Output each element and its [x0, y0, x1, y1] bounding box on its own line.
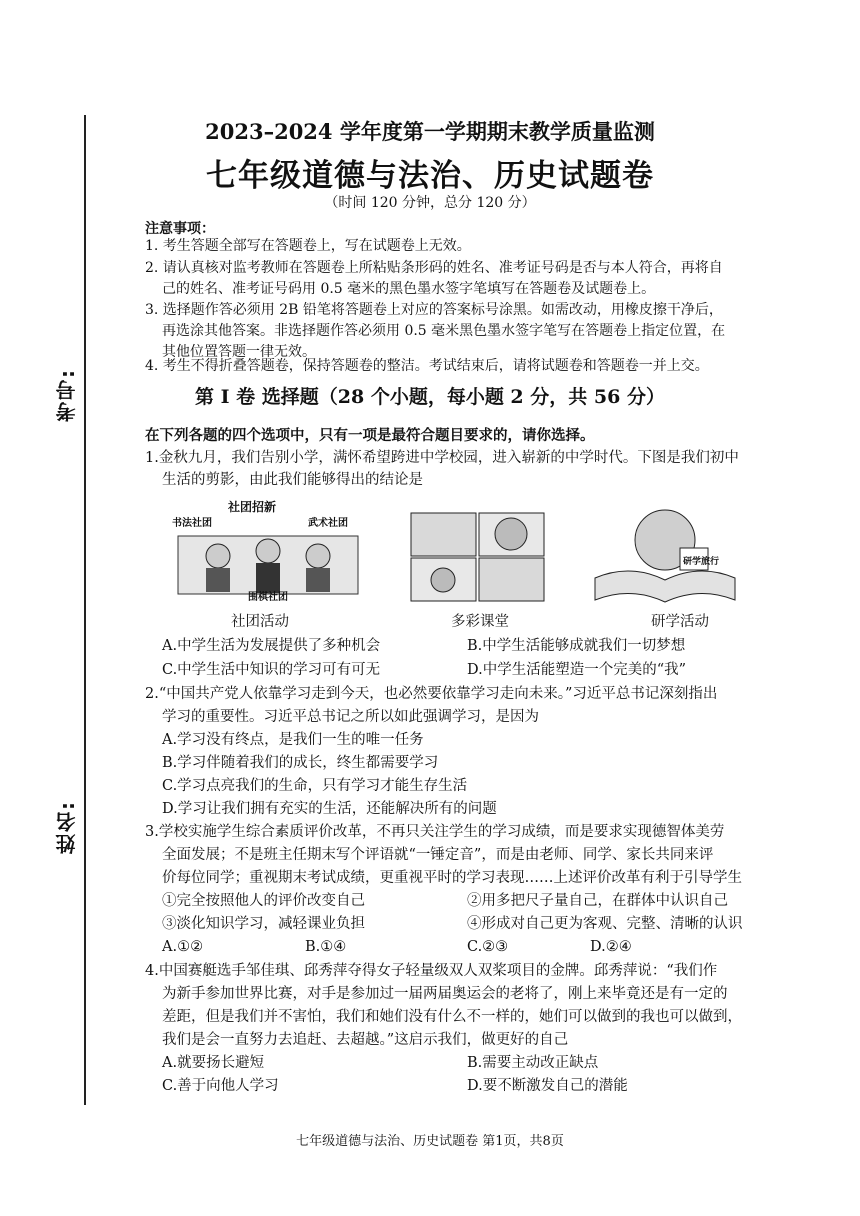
q4-option-a: A.就要扬长避短 [162, 1055, 265, 1071]
note-line: 己的姓名、准考证号码用 0.5 毫米的黑色墨水签字笔填写在答题卷及试题卷上。 [162, 281, 656, 297]
study-tour-label: 研学旅行 [683, 557, 720, 567]
q3-option-d: D.②④ [590, 939, 632, 955]
q2-option-d: D.学习让我们拥有充实的生活，还能解决所有的问题 [162, 801, 497, 817]
q3-option-b: B.①④ [305, 939, 347, 955]
paper-title: 七年级道德与法治、历史试题卷 [206, 158, 654, 194]
question-3-line: 3.学校实施学生综合素质评价改革，不再只关注学生的学习成绩，而是要求实现德智体美劳 [145, 824, 725, 840]
question-2-line: 学习的重要性。习近平总书记之所以如此强调学习，是因为 [162, 709, 539, 725]
note-line: 1. 考生答题全部写在答题卷上，写在试题卷上无效。 [145, 238, 471, 254]
note-line: 4. 考生不得折叠答题卷，保持答题卷的整洁。考试结束后，请将试题卷和答题卷一并上交。 [145, 358, 709, 374]
binding-line [84, 115, 86, 1105]
question-3-line: 全面发展；不是班主任期末写个评语就“一锤定音”，而是由老师、同学、家长共同来评 [162, 847, 714, 863]
question-4-line: 4.中国赛艇选手邹佳琪、邱秀萍夺得女子轻量级双人双桨项目的金牌。邱秀萍说：“我们作 [145, 963, 718, 979]
q3-option-c: C.②③ [467, 939, 509, 955]
name-label: 姓名: [55, 800, 79, 854]
caption-classroom: 多彩课堂 [451, 614, 509, 630]
instruction: 在下列各题的四个选项中，只有一项是最符合题目要求的，请你选择。 [145, 427, 595, 444]
note-line: 2. 请认真核对监考教师在答题卷上所粘贴条形码的姓名、准考证号码是否与本人符合，再将自 [145, 260, 723, 276]
q3-statement-1: ①完全按照他人的评价改变自己 [162, 893, 365, 909]
club-recruit-label: 社团招新 [228, 500, 277, 514]
go-club-label: 围棋社团 [248, 592, 288, 603]
exam-number-label: 考号: [55, 368, 79, 422]
q2-option-b: B.学习伴随着我们的成长，终生都需要学习 [162, 755, 439, 771]
question-1-line: 1.金秋九月，我们告别小学，满怀希望跨进中学校园，进入崭新的中学时代。下图是我们初中 [145, 450, 739, 466]
section-title: 第 I 卷 选择题（28 个小题，每小题 2 分，共 56 分） [195, 386, 665, 408]
question-1-line: 生活的剪影，由此我们能够得出的结论是 [162, 472, 423, 488]
calligraphy-club-label: 书法社团 [172, 518, 212, 529]
caption-club: 社团活动 [231, 614, 289, 630]
question-4-line: 为新手参加世界比赛，对手是参加过一届两届奥运会的老将了，刚上来毕竟还是有一定的 [162, 986, 728, 1002]
q1-option-c: C.中学生活中知识的学习可有可无 [162, 662, 381, 678]
q3-statement-4: ④形成对自己更为客观、完整、清晰的认识 [467, 916, 743, 932]
study-tour-picture [585, 508, 745, 604]
question-3-line: 价每位同学；重视期末考试成绩，更重视平时的学习表现……上述评价改革有利于引导学生 [162, 870, 742, 886]
caption-study: 研学活动 [651, 614, 709, 630]
page-footer: 七年级道德与法治、历史试题卷 第1页，共8页 [296, 1134, 564, 1149]
q3-statement-2: ②用多把尺子量自己，在群体中认识自己 [467, 893, 728, 909]
question-4-line: 我们是会一直努力去追赶、去超越。”这启示我们，做更好的自己 [162, 1032, 569, 1048]
q3-statement-3: ③淡化知识学习，减轻课业负担 [162, 916, 365, 932]
q1-option-b: B.中学生活能够成就我们一切梦想 [467, 638, 686, 654]
exam-title: 2023–2024 学年度第一学期期末教学质量监测 [205, 119, 655, 144]
note-line: 3. 选择题作答必须用 2B 铅笔将答题卷上对应的答案标号涂黑。如需改动，用橡皮擦干净后， [145, 302, 723, 318]
notes-title: 注意事项： [145, 221, 215, 237]
q4-option-b: B.需要主动改正缺点 [467, 1055, 599, 1071]
q2-option-a: A.学习没有终点，是我们一生的唯一任务 [162, 732, 424, 748]
question-2-line: 2.“中国共产党人依靠学习走到今天，也必然要依靠学习走向未来。”习近平总书记深刻指出 [145, 686, 718, 702]
time-score-note: （时间 120 分钟，总分 120 分） [324, 195, 536, 211]
q3-option-a: A.①② [162, 939, 204, 955]
q1-option-d: D.中学生活能塑造一个完美的“我” [467, 662, 687, 678]
note-line: 再选涂其他答案。非选择题作答必须用 0.5 毫米黑色墨水签字笔写在答题卷上指定位置，在 [162, 323, 726, 339]
note-line: 其他位置答题一律无效。 [162, 344, 316, 360]
martial-arts-club-label: 武术社团 [308, 518, 348, 529]
club-activity-picture [168, 496, 368, 604]
q4-option-d: D.要不断激发自己的潜能 [467, 1078, 628, 1094]
q1-option-a: A.中学生活为发展提供了多种机会 [162, 638, 381, 654]
q2-option-c: C.学习点亮我们的生命，只有学习才能生存生活 [162, 778, 468, 794]
q4-option-c: C.善于向他人学习 [162, 1078, 279, 1094]
question-4-line: 差距，但是我们并不害怕，我们和她们没有什么不一样的，她们可以做到的我也可以做到， [162, 1009, 742, 1025]
classroom-picture [410, 512, 545, 602]
